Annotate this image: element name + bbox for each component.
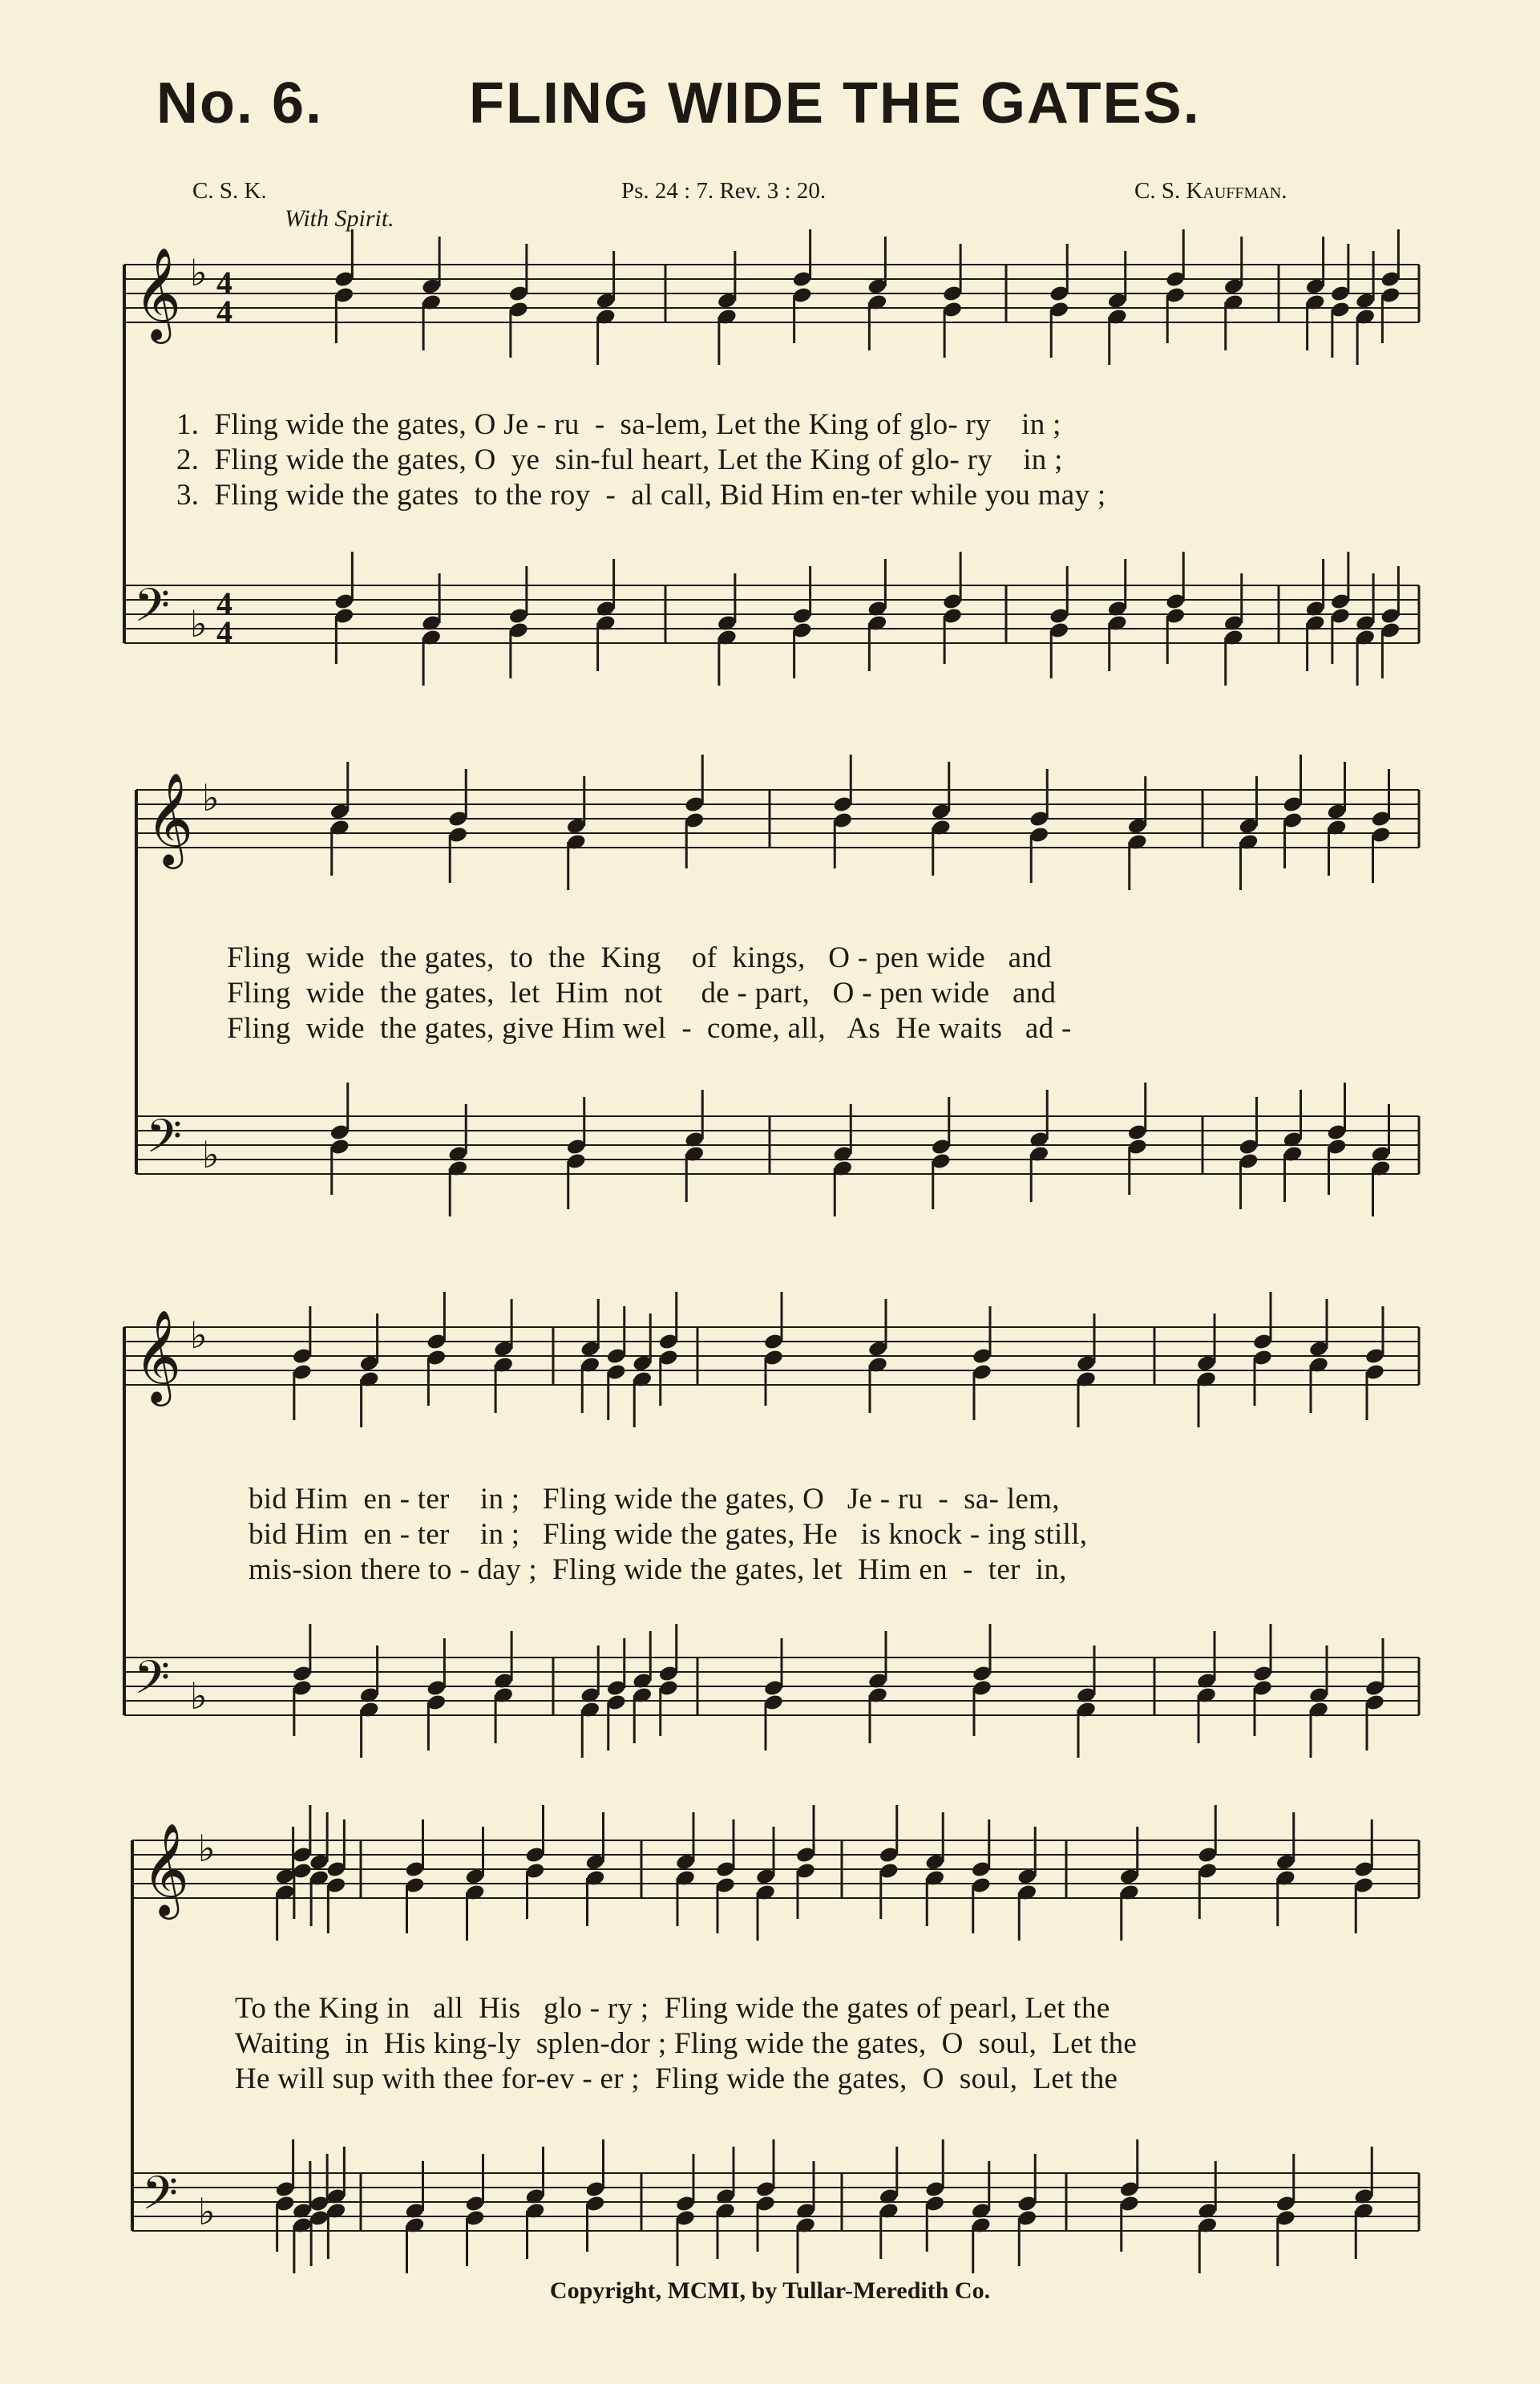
copyright-notice: Copyright, MCMI, by Tullar-Meredith Co. xyxy=(549,2277,991,2304)
lyric-line: mis-sion there to - day ; Fling wide the gates, let Him en - ter in, xyxy=(249,1553,1067,1586)
lyric-line: bid Him en - ter in ; Fling wide the gates, He is knock - ing still, xyxy=(249,1518,1088,1551)
lyric-line: 1. Fling wide the gates, O Je - ru - sa-lem, Let the King of glo- ry in ; xyxy=(176,408,1061,441)
key-signature-flat: ♭ xyxy=(190,1313,208,1357)
key-signature-flat: ♭ xyxy=(190,251,208,294)
bass-clef: 𝄢 xyxy=(142,2166,179,2232)
treble-clef: 𝄞 xyxy=(146,771,194,865)
key-signature-flat: ♭ xyxy=(190,1674,208,1718)
words-credit: C. S. K. xyxy=(192,178,267,204)
hymn-title: FLING WIDE THE GATES. xyxy=(469,71,1201,136)
lyric-line: Fling wide the gates, to the King of kings, O - pen wide and xyxy=(227,941,1052,974)
key-signature-flat: ♭ xyxy=(202,1133,220,1176)
lyric-line: Fling wide the gates, let Him not de - part, O - pen wide and xyxy=(227,977,1057,1010)
lyric-line: He will sup with thee for-ev - er ; Fling wide the gates, O soul, Let the xyxy=(235,2062,1118,2095)
key-signature-flat: ♭ xyxy=(202,776,220,820)
lyric-line: bid Him en - ter in ; Fling wide the gates, O Je - ru - sa- lem, xyxy=(249,1483,1060,1516)
treble-clef: 𝄞 xyxy=(134,246,182,340)
key-signature-flat: ♭ xyxy=(190,602,208,646)
music-credit: C. S. Kauffman. xyxy=(1134,178,1287,204)
lyric-line: 3. Fling wide the gates to the roy - al call, Bid Him en-ter while you may ; xyxy=(176,479,1106,512)
lyric-line: Waiting in His king-ly splen-dor ; Fling wide the gates, O soul, Let the xyxy=(235,2027,1138,2060)
scripture-reference: Ps. 24 : 7. Rev. 3 : 20. xyxy=(621,178,827,204)
bass-clef: 𝄢 xyxy=(134,578,171,644)
bass-clef: 𝄢 xyxy=(146,1109,183,1175)
treble-clef: 𝄞 xyxy=(134,1309,182,1402)
time-signature-bottom: 4 xyxy=(216,293,232,330)
lyric-line: 2. Fling wide the gates, O ye sin-ful heart, Let the King of glo- ry in ; xyxy=(176,443,1063,476)
hymn-number: No. 6. xyxy=(156,71,324,136)
key-signature-flat: ♭ xyxy=(198,1827,216,1870)
time-signature-top: 4 xyxy=(216,265,232,301)
bass-clef: 𝄢 xyxy=(134,1650,171,1716)
tempo-marking: With Spirit. xyxy=(285,205,394,232)
time-signature-top: 4 xyxy=(216,585,232,621)
lyric-line: To the King in all His glo - ry ; Fling wide the gates of pearl, Let the xyxy=(235,1992,1110,2025)
treble-clef: 𝄞 xyxy=(142,1822,190,1916)
time-signature-bottom: 4 xyxy=(216,614,232,650)
key-signature-flat: ♭ xyxy=(198,2190,216,2233)
lyric-line: Fling wide the gates, give Him wel - come, all, As He waits ad - xyxy=(227,1012,1072,1045)
